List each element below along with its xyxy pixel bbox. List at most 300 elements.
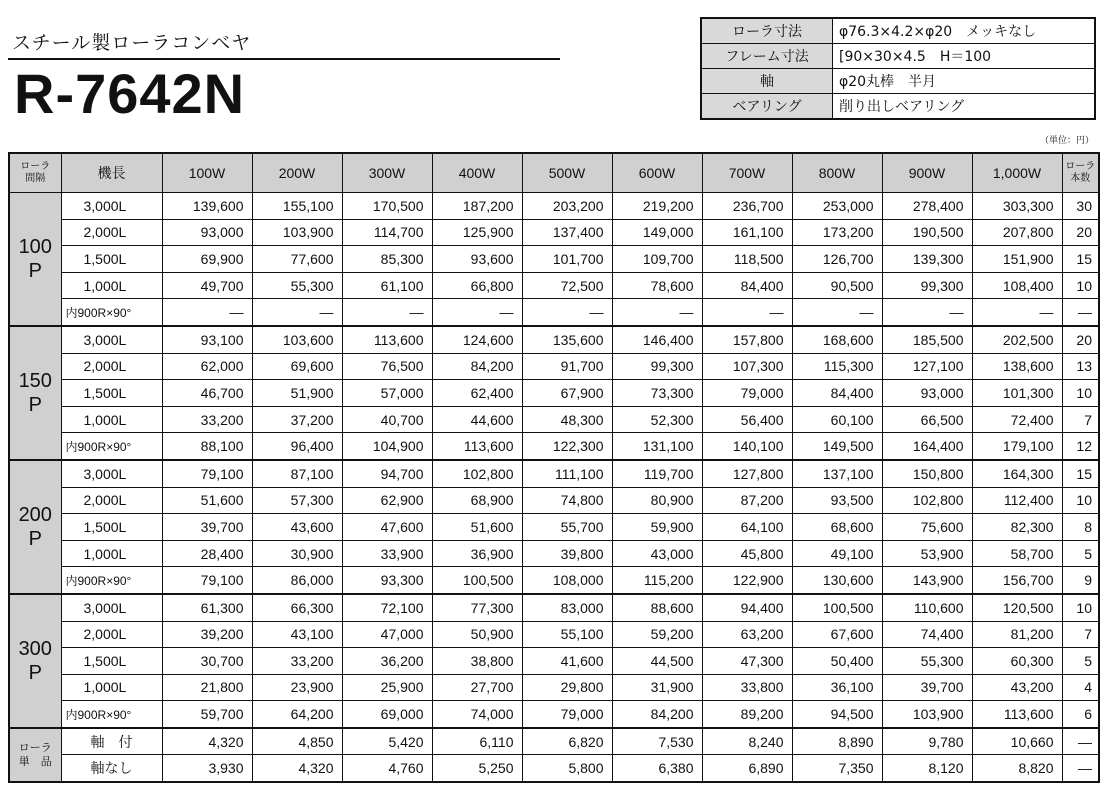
price-cell: 3,930: [162, 755, 252, 782]
price-cell: —: [252, 299, 342, 326]
roller-count-cell: 20: [1062, 326, 1099, 353]
length-cell: 内900R×90°: [61, 433, 162, 460]
price-cell: 58,700: [972, 540, 1062, 567]
price-cell: 6,820: [522, 728, 612, 755]
price-cell: 51,900: [252, 380, 342, 407]
roller-count-cell: 30: [1062, 193, 1099, 220]
table-row: [9, 621, 1099, 648]
table-row: [9, 460, 1099, 487]
header-width: 900W: [882, 153, 972, 193]
price-cell: 104,900: [342, 433, 432, 460]
price-cell: 124,600: [432, 326, 522, 353]
price-cell: 27,700: [432, 674, 522, 701]
price-cell: 39,700: [162, 514, 252, 541]
price-cell: 7,530: [612, 728, 702, 755]
price-cell: 38,800: [432, 648, 522, 675]
price-cell: 113,600: [432, 433, 522, 460]
table-row: [9, 755, 1099, 782]
price-cell: 94,700: [342, 460, 432, 487]
spec-value: φ76.3×4.2×φ20 メッキなし: [833, 18, 1096, 44]
spec-row: [701, 44, 1095, 69]
price-cell: 110,600: [882, 594, 972, 621]
length-cell: 内900R×90°: [61, 567, 162, 594]
price-cell: 8,120: [882, 755, 972, 782]
price-cell: 33,200: [252, 648, 342, 675]
roller-count-cell: 10: [1062, 380, 1099, 407]
pitch-value: 150: [18, 369, 52, 392]
price-cell: 115,300: [792, 353, 882, 380]
price-cell: 84,200: [432, 353, 522, 380]
price-cell: 47,600: [342, 514, 432, 541]
price-cell: 59,900: [612, 514, 702, 541]
header-width: 200W: [252, 153, 342, 193]
price-cell: 66,300: [252, 594, 342, 621]
spec-label: ベアリング: [701, 94, 833, 120]
price-cell: 84,400: [702, 272, 792, 299]
price-cell: 74,400: [882, 621, 972, 648]
price-cell: 73,300: [612, 380, 702, 407]
price-cell: 10,660: [972, 728, 1062, 755]
price-cell: 103,900: [882, 701, 972, 728]
pitch-cell: [9, 460, 61, 594]
price-cell: 94,400: [702, 594, 792, 621]
price-cell: 55,100: [522, 621, 612, 648]
model-number: R-7642N: [14, 62, 246, 125]
header-width: 600W: [612, 153, 702, 193]
pitch-unit: P: [28, 527, 42, 550]
price-cell: 61,300: [162, 594, 252, 621]
price-cell: 113,600: [972, 701, 1062, 728]
length-cell: 3,000L: [61, 594, 162, 621]
price-cell: 39,200: [162, 621, 252, 648]
price-cell: 43,200: [972, 674, 1062, 701]
price-cell: 78,600: [612, 272, 702, 299]
price-cell: 102,800: [882, 487, 972, 514]
price-cell: 108,400: [972, 272, 1062, 299]
header-width: 700W: [702, 153, 792, 193]
spec-label: 軸: [701, 69, 833, 94]
price-cell: 74,800: [522, 487, 612, 514]
length-cell: 1,000L: [61, 406, 162, 433]
price-cell: 151,900: [972, 246, 1062, 273]
table-row: [9, 272, 1099, 299]
price-cell: 85,300: [342, 246, 432, 273]
price-cell: 31,900: [612, 674, 702, 701]
header-width: 300W: [342, 153, 432, 193]
price-cell: 25,900: [342, 674, 432, 701]
price-cell: 79,100: [162, 567, 252, 594]
roller-count-cell: 10: [1062, 594, 1099, 621]
length-cell: 軸なし: [61, 755, 162, 782]
price-cell: 114,700: [342, 219, 432, 246]
price-cell: 108,000: [522, 567, 612, 594]
price-cell: 113,600: [342, 326, 432, 353]
pitch-value: 200: [18, 503, 52, 526]
price-cell: 219,200: [612, 193, 702, 220]
price-cell: 137,100: [792, 460, 882, 487]
price-cell: 8,240: [702, 728, 792, 755]
price-cell: 43,000: [612, 540, 702, 567]
roller-count-cell: 20: [1062, 219, 1099, 246]
price-cell: 23,900: [252, 674, 342, 701]
price-cell: 91,700: [522, 353, 612, 380]
price-cell: 202,500: [972, 326, 1062, 353]
price-cell: 185,500: [882, 326, 972, 353]
length-cell: 1,000L: [61, 674, 162, 701]
roller-count-cell: 7: [1062, 621, 1099, 648]
length-cell: 1,500L: [61, 246, 162, 273]
pitch-cell: [9, 594, 61, 728]
price-cell: 118,500: [702, 246, 792, 273]
length-cell: 軸 付: [61, 728, 162, 755]
price-cell: 303,300: [972, 193, 1062, 220]
price-cell: 72,100: [342, 594, 432, 621]
price-cell: 79,000: [702, 380, 792, 407]
spec-table: [700, 17, 1096, 120]
roller-count-cell: —: [1062, 755, 1099, 782]
roller-count-cell: —: [1062, 728, 1099, 755]
price-cell: 30,700: [162, 648, 252, 675]
table-row: [9, 594, 1099, 621]
length-cell: 1,000L: [61, 540, 162, 567]
table-row: [9, 487, 1099, 514]
header-count: ローラ 本数: [1062, 153, 1099, 193]
price-cell: 55,300: [882, 648, 972, 675]
price-cell: 68,900: [432, 487, 522, 514]
price-cell: 80,900: [612, 487, 702, 514]
roller-count-cell: 12: [1062, 433, 1099, 460]
length-cell: 3,000L: [61, 326, 162, 353]
price-cell: 69,600: [252, 353, 342, 380]
price-cell: 90,500: [792, 272, 882, 299]
price-cell: 43,600: [252, 514, 342, 541]
price-cell: 64,200: [252, 701, 342, 728]
pitch-value: 300: [18, 637, 52, 660]
price-cell: 93,300: [342, 567, 432, 594]
price-cell: —: [342, 299, 432, 326]
roller-count-cell: 8: [1062, 514, 1099, 541]
roller-count-cell: 9: [1062, 567, 1099, 594]
pitch-unit: P: [28, 259, 42, 282]
price-cell: 51,600: [162, 487, 252, 514]
price-cell: 69,900: [162, 246, 252, 273]
price-cell: 6,110: [432, 728, 522, 755]
price-table: [8, 152, 1100, 783]
price-cell: 74,000: [432, 701, 522, 728]
price-cell: 150,800: [882, 460, 972, 487]
length-cell: 2,000L: [61, 621, 162, 648]
price-cell: 4,850: [252, 728, 342, 755]
price-table-header: [9, 153, 1099, 193]
price-cell: 69,000: [342, 701, 432, 728]
price-cell: 164,300: [972, 460, 1062, 487]
header-width: 400W: [432, 153, 522, 193]
price-cell: 99,300: [612, 353, 702, 380]
price-cell: 28,400: [162, 540, 252, 567]
price-cell: 5,420: [342, 728, 432, 755]
price-cell: 82,300: [972, 514, 1062, 541]
price-cell: 86,000: [252, 567, 342, 594]
price-cell: 164,400: [882, 433, 972, 460]
price-cell: 8,890: [792, 728, 882, 755]
price-cell: 146,400: [612, 326, 702, 353]
price-cell: 156,700: [972, 567, 1062, 594]
price-cell: 122,900: [702, 567, 792, 594]
price-cell: 76,500: [342, 353, 432, 380]
price-cell: 55,300: [252, 272, 342, 299]
price-cell: 72,400: [972, 406, 1062, 433]
price-cell: 72,500: [522, 272, 612, 299]
table-row: [9, 353, 1099, 380]
price-cell: 67,600: [792, 621, 882, 648]
price-cell: 68,600: [792, 514, 882, 541]
price-cell: 9,780: [882, 728, 972, 755]
price-cell: 130,600: [792, 567, 882, 594]
price-cell: 63,200: [702, 621, 792, 648]
spec-label: ローラ寸法: [701, 18, 833, 44]
roller-count-cell: 10: [1062, 487, 1099, 514]
price-cell: 87,200: [702, 487, 792, 514]
pitch-value: 100: [18, 235, 52, 258]
price-cell: 61,100: [342, 272, 432, 299]
table-row: [9, 701, 1099, 728]
price-cell: —: [432, 299, 522, 326]
roller-count-cell: 15: [1062, 460, 1099, 487]
price-cell: 278,400: [882, 193, 972, 220]
table-row: [9, 648, 1099, 675]
price-cell: 67,900: [522, 380, 612, 407]
price-cell: 79,100: [162, 460, 252, 487]
price-cell: 56,400: [702, 406, 792, 433]
price-cell: 49,100: [792, 540, 882, 567]
price-cell: 93,600: [432, 246, 522, 273]
price-cell: 93,500: [792, 487, 882, 514]
price-cell: 46,700: [162, 380, 252, 407]
length-cell: 2,000L: [61, 219, 162, 246]
price-cell: 99,300: [882, 272, 972, 299]
price-cell: —: [882, 299, 972, 326]
table-row: [9, 246, 1099, 273]
roller-count-cell: —: [1062, 299, 1099, 326]
price-cell: 126,700: [792, 246, 882, 273]
table-row: [9, 433, 1099, 460]
pitch-cell: [9, 326, 61, 460]
price-cell: 41,600: [522, 648, 612, 675]
length-cell: 1,500L: [61, 514, 162, 541]
roller-unit-label: 単 品: [18, 755, 52, 768]
table-row: [9, 380, 1099, 407]
product-subtitle: スチール製ローラコンベヤ: [12, 32, 252, 54]
price-cell: 50,400: [792, 648, 882, 675]
price-cell: 6,380: [612, 755, 702, 782]
spec-label: フレーム寸法: [701, 44, 833, 69]
price-cell: 49,700: [162, 272, 252, 299]
price-cell: —: [792, 299, 882, 326]
price-cell: —: [972, 299, 1062, 326]
price-cell: 207,800: [972, 219, 1062, 246]
table-row: [9, 406, 1099, 433]
length-cell: 1,500L: [61, 648, 162, 675]
price-cell: 107,300: [702, 353, 792, 380]
roller-unit-label: ローラ: [18, 741, 52, 754]
price-cell: 131,100: [612, 433, 702, 460]
roller-count-cell: 6: [1062, 701, 1099, 728]
price-cell: 187,200: [432, 193, 522, 220]
price-cell: 83,000: [522, 594, 612, 621]
price-cell: 39,800: [522, 540, 612, 567]
price-cell: 29,800: [522, 674, 612, 701]
price-cell: 168,600: [792, 326, 882, 353]
price-cell: 51,600: [432, 514, 522, 541]
spec-value: [90×30×4.5 H＝100: [833, 44, 1096, 69]
price-cell: —: [612, 299, 702, 326]
price-cell: 100,500: [792, 594, 882, 621]
price-cell: 149,500: [792, 433, 882, 460]
roller-count-cell: 10: [1062, 272, 1099, 299]
price-cell: 253,000: [792, 193, 882, 220]
length-cell: 2,000L: [61, 353, 162, 380]
price-cell: 127,800: [702, 460, 792, 487]
price-cell: 138,600: [972, 353, 1062, 380]
price-cell: 48,300: [522, 406, 612, 433]
price-cell: 57,300: [252, 487, 342, 514]
table-row: [9, 674, 1099, 701]
title-rule: [8, 58, 560, 60]
price-cell: 40,700: [342, 406, 432, 433]
price-cell: 127,100: [882, 353, 972, 380]
unit-note: （単位：円）: [1040, 136, 1095, 146]
price-cell: 60,300: [972, 648, 1062, 675]
length-cell: 1,000L: [61, 272, 162, 299]
header-length: 機長: [61, 153, 162, 193]
table-row: [9, 219, 1099, 246]
price-cell: 60,100: [792, 406, 882, 433]
price-cell: 47,000: [342, 621, 432, 648]
spec-value: φ20丸棒 半月: [833, 69, 1096, 94]
price-cell: 84,400: [792, 380, 882, 407]
price-cell: 101,300: [972, 380, 1062, 407]
price-cell: 81,200: [972, 621, 1062, 648]
roller-count-cell: 7: [1062, 406, 1099, 433]
price-cell: 140,100: [702, 433, 792, 460]
table-row: [9, 193, 1099, 220]
price-cell: —: [702, 299, 792, 326]
price-cell: 39,700: [882, 674, 972, 701]
header-width: 500W: [522, 153, 612, 193]
price-cell: 33,800: [702, 674, 792, 701]
price-cell: 66,500: [882, 406, 972, 433]
price-cell: 36,900: [432, 540, 522, 567]
price-cell: 5,800: [522, 755, 612, 782]
spec-row: [701, 18, 1095, 44]
price-cell: 115,200: [612, 567, 702, 594]
price-cell: 57,000: [342, 380, 432, 407]
price-cell: 94,500: [792, 701, 882, 728]
price-cell: 6,890: [702, 755, 792, 782]
price-cell: 139,300: [882, 246, 972, 273]
price-cell: 103,600: [252, 326, 342, 353]
pitch-unit: P: [28, 393, 42, 416]
spec-row: [701, 94, 1095, 120]
price-cell: 53,900: [882, 540, 972, 567]
roller-unit-cell: [9, 728, 61, 782]
price-cell: 59,200: [612, 621, 702, 648]
price-cell: 43,100: [252, 621, 342, 648]
length-cell: 3,000L: [61, 460, 162, 487]
price-cell: 52,300: [612, 406, 702, 433]
table-row: [9, 540, 1099, 567]
price-cell: 33,200: [162, 406, 252, 433]
price-cell: 89,200: [702, 701, 792, 728]
table-row: [9, 567, 1099, 594]
price-cell: 170,500: [342, 193, 432, 220]
header-pitch: ローラ 間隔: [9, 153, 61, 193]
table-row: [9, 514, 1099, 541]
price-cell: 55,700: [522, 514, 612, 541]
price-cell: 59,700: [162, 701, 252, 728]
price-cell: 5,250: [432, 755, 522, 782]
price-cell: 4,320: [252, 755, 342, 782]
price-cell: 44,600: [432, 406, 522, 433]
price-cell: 112,400: [972, 487, 1062, 514]
price-cell: 155,100: [252, 193, 342, 220]
price-cell: 79,000: [522, 701, 612, 728]
price-cell: 62,900: [342, 487, 432, 514]
price-cell: 111,100: [522, 460, 612, 487]
price-cell: 125,900: [432, 219, 522, 246]
price-cell: 203,200: [522, 193, 612, 220]
price-cell: —: [522, 299, 612, 326]
price-cell: 93,000: [882, 380, 972, 407]
header-width: 100W: [162, 153, 252, 193]
price-cell: 102,800: [432, 460, 522, 487]
price-cell: 137,400: [522, 219, 612, 246]
price-cell: 44,500: [612, 648, 702, 675]
price-cell: 93,100: [162, 326, 252, 353]
price-cell: 77,600: [252, 246, 342, 273]
price-cell: 101,700: [522, 246, 612, 273]
price-cell: 45,800: [702, 540, 792, 567]
price-cell: 62,400: [432, 380, 522, 407]
price-cell: 173,200: [792, 219, 882, 246]
price-cell: 88,600: [612, 594, 702, 621]
header-width: 800W: [792, 153, 882, 193]
price-cell: 7,350: [792, 755, 882, 782]
spec-value: 削り出しベアリング: [833, 94, 1096, 120]
roller-count-cell: 5: [1062, 648, 1099, 675]
price-cell: 66,800: [432, 272, 522, 299]
spec-row: [701, 69, 1095, 94]
length-cell: 3,000L: [61, 193, 162, 220]
price-cell: 96,400: [252, 433, 342, 460]
price-cell: 149,000: [612, 219, 702, 246]
price-cell: 93,000: [162, 219, 252, 246]
price-cell: 62,000: [162, 353, 252, 380]
price-cell: 190,500: [882, 219, 972, 246]
price-cell: 47,300: [702, 648, 792, 675]
price-cell: 84,200: [612, 701, 702, 728]
price-cell: 8,820: [972, 755, 1062, 782]
pitch-cell: [9, 193, 61, 326]
length-cell: 2,000L: [61, 487, 162, 514]
price-cell: 21,800: [162, 674, 252, 701]
price-cell: 4,320: [162, 728, 252, 755]
length-cell: 内900R×90°: [61, 299, 162, 326]
price-cell: 77,300: [432, 594, 522, 621]
price-cell: 109,700: [612, 246, 702, 273]
price-cell: 36,200: [342, 648, 432, 675]
table-row: [9, 728, 1099, 755]
